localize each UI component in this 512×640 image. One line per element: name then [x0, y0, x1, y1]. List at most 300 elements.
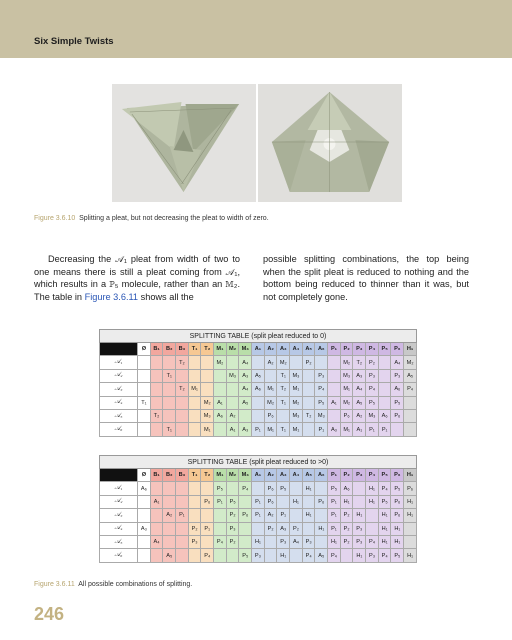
column-header: M₂ [226, 469, 239, 482]
table-cell [315, 356, 328, 369]
table-cell [378, 396, 391, 409]
table-cell: P₃ [188, 535, 201, 548]
table-cell [353, 482, 366, 495]
table-cell: P₃ [315, 369, 328, 382]
column-header: A₃ [277, 343, 290, 356]
table-cell: P₂ [226, 509, 239, 522]
table-cell: A₃ [239, 369, 252, 382]
table-cell [290, 482, 303, 495]
table-cell: A₄ [150, 535, 163, 548]
table-cell [163, 409, 176, 422]
table-cell: A₄ [290, 535, 303, 548]
table-cell: A₂ [264, 509, 277, 522]
column-header: A₅ [302, 343, 315, 356]
table-cell: P₆ [264, 482, 277, 495]
table-cell: P₁ [328, 495, 341, 508]
table-cell: P₆ [340, 409, 353, 422]
table-cell: P₅ [378, 495, 391, 508]
table-cell: T₁ [277, 423, 290, 436]
column-header: T₁ [188, 469, 201, 482]
table-cell: M₃ [290, 409, 303, 422]
table-cell: M₁ [340, 383, 353, 396]
table-cell: M₃ [201, 409, 214, 422]
table-row [100, 383, 417, 396]
table-cell: A₆ [214, 409, 227, 422]
column-header: B₃ [176, 343, 189, 356]
column-header: A₆ [315, 343, 328, 356]
table-cell: H₁ [353, 509, 366, 522]
table-cell: M₂ [201, 396, 214, 409]
table-cell [315, 509, 328, 522]
table-cell: H₁ [302, 482, 315, 495]
table-cell: H₁ [404, 509, 417, 522]
table-cell [138, 423, 151, 436]
table-cell: M₁ [264, 423, 277, 436]
table-cell [188, 356, 201, 369]
column-header: H₁ [404, 343, 417, 356]
table-cell: P₆ [264, 495, 277, 508]
table-cell: P₁ [252, 495, 265, 508]
table-cell: T₁ [163, 423, 176, 436]
table-cell [404, 396, 417, 409]
table-cell [290, 549, 303, 562]
table-cell [328, 383, 341, 396]
table-cell [138, 495, 151, 508]
table-cell [239, 535, 252, 548]
column-header: H₁ [404, 469, 417, 482]
table-cell [188, 495, 201, 508]
table-cell: A₅ [163, 549, 176, 562]
table-cell [252, 482, 265, 495]
table-cell [226, 356, 239, 369]
column-header: B₁ [150, 343, 163, 356]
table-cell: P₃ [353, 522, 366, 535]
table-cell [404, 535, 417, 548]
table-cell [150, 383, 163, 396]
table-cell: M₁ [340, 423, 353, 436]
table-cell [290, 509, 303, 522]
table-cell: M₁ [201, 423, 214, 436]
table-cell [239, 522, 252, 535]
column-header: P₂ [340, 343, 353, 356]
table-cell: P₁ [201, 522, 214, 535]
table-cell [252, 522, 265, 535]
table-cell: P₆ [391, 509, 404, 522]
table-cell: A₄ [239, 383, 252, 396]
table-cell: M₁ [290, 423, 303, 436]
page-header-band [0, 0, 512, 58]
table-cell: P₆ [391, 495, 404, 508]
table-cell: T₂ [353, 356, 366, 369]
table-row [100, 509, 417, 522]
column-header: A₁ [252, 343, 265, 356]
table-cell [264, 369, 277, 382]
table-cell: H₁ [252, 535, 265, 548]
table-cell [176, 522, 189, 535]
table-cell: P₆ [239, 509, 252, 522]
table-cell: P₁ [378, 423, 391, 436]
table-cell: H₁ [340, 495, 353, 508]
table-cell [239, 495, 252, 508]
table-cell: P₅ [391, 482, 404, 495]
table-cell: H₁ [378, 522, 391, 535]
table-cell [138, 549, 151, 562]
table-cell: P₁ [252, 423, 265, 436]
table-cell [176, 549, 189, 562]
table-cell [176, 423, 189, 436]
table-cell [328, 356, 341, 369]
table-cell [366, 522, 379, 535]
row-label: 𝒜₆ [100, 549, 138, 562]
table-cell: A₆ [378, 409, 391, 422]
table-cell: A₆ [252, 383, 265, 396]
table-cell: P₃ [277, 535, 290, 548]
table-row [100, 549, 417, 562]
body-text-left: Decreasing the 𝒜₁ pleat from width of two to one means there is still a pleat coming from 𝒜₁, which results in a ℙ₅ molecule, rather than an 𝕄₂. The table in [34, 254, 240, 302]
column-header: T₁ [188, 343, 201, 356]
table-cell: A₆ [340, 482, 353, 495]
table-cell [214, 369, 227, 382]
table-cell: M₂ [277, 356, 290, 369]
table-cell: A₃ [353, 369, 366, 382]
table-cell: P₁ [328, 509, 341, 522]
table-cell: P₁ [277, 509, 290, 522]
column-header: Ø [138, 469, 151, 482]
column-header: P₄ [366, 343, 379, 356]
table-cell: P₁ [366, 423, 379, 436]
table-cell [302, 522, 315, 535]
table-cell: P₅ [391, 396, 404, 409]
photo-left [112, 84, 256, 202]
table-cell: T₂ [277, 383, 290, 396]
table-cell: A₂ [163, 509, 176, 522]
table-cell [163, 482, 176, 495]
table-cell [176, 535, 189, 548]
table-cell [226, 396, 239, 409]
table-cell [176, 495, 189, 508]
table-cell [378, 356, 391, 369]
column-header: B₂ [163, 343, 176, 356]
column-header: P₄ [366, 469, 379, 482]
figure-label: Figure 3.6.10 [34, 215, 76, 222]
table-cell: P₂ [366, 356, 379, 369]
table-cell: A₄ [353, 383, 366, 396]
row-label: 𝒜₂ [100, 495, 138, 508]
table-cell [252, 396, 265, 409]
table-cell: P₄ [404, 383, 417, 396]
table-cell: M₂ [340, 356, 353, 369]
body-column-left [34, 253, 240, 303]
table-cell [214, 423, 227, 436]
table-cell: P₃ [366, 369, 379, 382]
table-cell [315, 535, 328, 548]
column-header: P₁ [328, 469, 341, 482]
table-cell: P₆ [201, 495, 214, 508]
table-cell: P₃ [391, 369, 404, 382]
table-cell: H₁ [404, 549, 417, 562]
corner-cell [100, 469, 138, 482]
table-cell [239, 409, 252, 422]
table-cell: A₅ [353, 396, 366, 409]
table-cell [214, 522, 227, 535]
table-cell: P₂ [290, 522, 303, 535]
table-cell: A₅ [404, 369, 417, 382]
table-cell [176, 369, 189, 382]
column-header: A₅ [302, 469, 315, 482]
row-label: 𝒜₁ [100, 356, 138, 369]
row-label: 𝒜₄ [100, 396, 138, 409]
table-cell: P₄ [378, 549, 391, 562]
table-cell [138, 383, 151, 396]
table-cell: A₆ [138, 482, 151, 495]
table-cell [302, 423, 315, 436]
column-header: Ø [138, 343, 151, 356]
table-cell [188, 509, 201, 522]
table-cell [150, 369, 163, 382]
table-cell: P₂ [302, 356, 315, 369]
table-cell: M₂ [404, 356, 417, 369]
table-cell: A₃ [277, 522, 290, 535]
column-header: M₁ [214, 469, 227, 482]
column-header: A₄ [290, 343, 303, 356]
table-cell [188, 396, 201, 409]
table-cell [252, 356, 265, 369]
table-row [100, 369, 417, 382]
table-cell: P₅ [239, 549, 252, 562]
table-cell [353, 495, 366, 508]
row-label: 𝒜₄ [100, 522, 138, 535]
table-cell: T₂ [176, 356, 189, 369]
table-cell: H₁ [404, 495, 417, 508]
table-cell: M₂ [264, 396, 277, 409]
table-cell [163, 356, 176, 369]
table-cell [302, 396, 315, 409]
table-cell [378, 369, 391, 382]
table-cell [188, 369, 201, 382]
table-title: SPLITTING TABLE (split pleat reduced to 0) [100, 330, 417, 343]
table-cell: T₁ [277, 369, 290, 382]
table-cell: M₂ [340, 396, 353, 409]
page-number: 246 [34, 604, 65, 624]
row-label: 𝒜₃ [100, 383, 138, 396]
column-header: T₂ [201, 343, 214, 356]
splitting-table-zero [99, 329, 417, 437]
table-cell: A₄ [239, 356, 252, 369]
table-row [100, 482, 417, 495]
table-cell [150, 549, 163, 562]
table-cell: P₆ [391, 409, 404, 422]
table-cell [328, 409, 341, 422]
column-header: M₁ [214, 343, 227, 356]
table-cell [201, 383, 214, 396]
table-cell: A₁ [150, 495, 163, 508]
figure-caption-bottom [34, 581, 192, 588]
column-header: P₅ [378, 343, 391, 356]
table-cell: A₁ [353, 423, 366, 436]
table-cell [176, 482, 189, 495]
table-cell: H₁ [353, 549, 366, 562]
table-cell: A₄ [391, 356, 404, 369]
table-cell: P₄ [302, 549, 315, 562]
table-cell [302, 495, 315, 508]
table-cell: P₃ [353, 535, 366, 548]
table-row [100, 396, 417, 409]
table-cell: P₁ [328, 522, 341, 535]
table-cell: H₁ [290, 495, 303, 508]
column-header: A₄ [290, 469, 303, 482]
row-label: 𝒜₆ [100, 423, 138, 436]
table-cell: H₁ [378, 509, 391, 522]
table-cell: T₂ [176, 383, 189, 396]
table-cell: H₁ [302, 509, 315, 522]
figure-caption-text: Splitting a pleat, but not decreasing the pleat to width of zero. [79, 215, 269, 222]
table-cell: P₄ [201, 549, 214, 562]
table-cell: P₂ [340, 522, 353, 535]
table-cell [340, 549, 353, 562]
table-cell: P₄ [315, 383, 328, 396]
column-header: B₁ [150, 469, 163, 482]
table-cell [214, 509, 227, 522]
table-cell: H₁ [328, 535, 341, 548]
table-cell: T₁ [277, 396, 290, 409]
table-cell: P₃ [252, 549, 265, 562]
table-cell [163, 495, 176, 508]
table-cell [302, 369, 315, 382]
table-header-row [100, 343, 417, 356]
table-cell: H₁ [366, 495, 379, 508]
table-cell [176, 409, 189, 422]
body-text-right: possible splitting combinations, the top being when the split pleat is reduced to nothing and the bottom being reduced to thinner than it was, but not completely gone. [263, 254, 469, 302]
table-cell: A₃ [138, 522, 151, 535]
table-cell: A₁ [226, 423, 239, 436]
figure-link[interactable]: Figure 3.6.11 [84, 291, 139, 302]
table-cell [404, 423, 417, 436]
column-header: M₂ [226, 343, 239, 356]
column-header: P₆ [391, 469, 404, 482]
table-cell [150, 509, 163, 522]
table-cell [201, 509, 214, 522]
table-cell: H₁ [378, 535, 391, 548]
table-cell [188, 423, 201, 436]
table-cell: P₆ [315, 495, 328, 508]
table-cell: M₃ [290, 369, 303, 382]
column-header: A₂ [264, 469, 277, 482]
table-title: SPLITTING TABLE (split pleat reduced to >0) [100, 456, 417, 469]
table-cell: P₁ [315, 423, 328, 436]
column-header: M₃ [239, 343, 252, 356]
table-cell [150, 356, 163, 369]
table-cell [264, 535, 277, 548]
table-cell [188, 549, 201, 562]
table-cell: P₄ [328, 549, 341, 562]
table-cell: T₂ [302, 409, 315, 422]
column-header: T₂ [201, 469, 214, 482]
table-cell: P₂ [188, 522, 201, 535]
table-cell: P₃ [302, 535, 315, 548]
table-cell: H₁ [277, 549, 290, 562]
table-cell: P₁ [252, 509, 265, 522]
table-cell [264, 549, 277, 562]
table-cell [378, 383, 391, 396]
column-header: P₃ [353, 469, 366, 482]
table-cell: P₆ [404, 482, 417, 495]
table-cell: P₄ [239, 482, 252, 495]
corner-cell [100, 343, 138, 356]
table-cell: M₃ [340, 369, 353, 382]
table-cell [138, 369, 151, 382]
table-cell: P₂ [226, 535, 239, 548]
table-cell [201, 369, 214, 382]
column-header: A₆ [315, 469, 328, 482]
column-header: A₁ [252, 469, 265, 482]
table-cell: T₁ [163, 369, 176, 382]
table-cell [163, 535, 176, 548]
row-label: 𝒜₃ [100, 509, 138, 522]
table-cell [150, 423, 163, 436]
table-cell: A₅ [315, 549, 328, 562]
table-cell: A₃ [328, 423, 341, 436]
twist-photos [112, 84, 402, 202]
table-cell: T₂ [150, 409, 163, 422]
table-cell: T₁ [138, 396, 151, 409]
table-cell [277, 495, 290, 508]
table-cell [277, 409, 290, 422]
table-cell [163, 522, 176, 535]
column-header: P₃ [353, 343, 366, 356]
table-cell: P₁ [176, 509, 189, 522]
table-cell [315, 482, 328, 495]
column-header: P₅ [378, 469, 391, 482]
column-header: P₆ [391, 343, 404, 356]
photo-right [256, 84, 402, 202]
table-cell: A₁ [328, 396, 341, 409]
table-cell: H₁ [391, 535, 404, 548]
body-text-left-end: shows all the [140, 291, 194, 302]
column-header: B₃ [176, 469, 189, 482]
table-cell [138, 535, 151, 548]
row-label: 𝒜₅ [100, 535, 138, 548]
table-cell: A₅ [252, 369, 265, 382]
table-cell: A₂ [264, 356, 277, 369]
table-cell: P₅ [214, 482, 227, 495]
table-cell: M₂ [290, 396, 303, 409]
table-header-row [100, 469, 417, 482]
splitting-table-nonzero [99, 455, 417, 563]
running-head: Six Simple Twists [34, 36, 114, 47]
table-cell [163, 383, 176, 396]
table-cell: M₂ [214, 356, 227, 369]
table-cell: P₄ [366, 383, 379, 396]
table-cell: P₂ [340, 509, 353, 522]
row-label: 𝒜₁ [100, 482, 138, 495]
table-cell: H₁ [366, 482, 379, 495]
table-cell: P₂ [264, 522, 277, 535]
table-cell: P₁ [214, 495, 227, 508]
table-cell [188, 482, 201, 495]
table-cell [328, 369, 341, 382]
table-cell: A₅ [239, 396, 252, 409]
table-cell: P₃ [226, 522, 239, 535]
table-cell [150, 396, 163, 409]
table-cell [150, 522, 163, 535]
figure-label: Figure 3.6.11 [34, 581, 75, 588]
column-header: P₂ [340, 469, 353, 482]
row-label: 𝒜₂ [100, 369, 138, 382]
column-header: A₃ [277, 469, 290, 482]
figure-caption-top [34, 215, 269, 222]
row-label: 𝒜₅ [100, 409, 138, 422]
table-cell: M₃ [315, 409, 328, 422]
